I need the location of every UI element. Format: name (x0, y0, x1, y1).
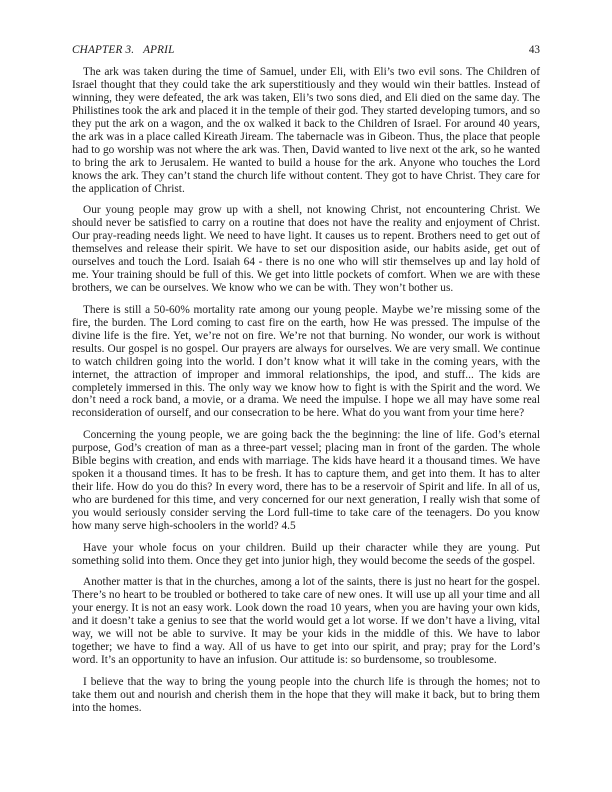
body-text (72, 66, 540, 723)
page-number: 43 (528, 44, 540, 56)
paragraph-6: Another matter is that in the churches, among a lot of the saints, there is just no heart for the gospel. There’s no heart to be troubled or bothered to take care of new ones. It will use up all your time and all your energy. It is not an easy work. Look down the road 10 years, when you are having your own kids, and it doesn’t take a genius to see that the world would get a lot worse. If we don’t have a living, vital way, we will not be able to survive. It may be your kids in the middle of this. We have to labor together; we have to find a way. All of us have to get into our spirit, and pray; pray for the Lord’s word. It’s an opportunity to have an infusion. Our attitude is: so burdensome, so troublesome. (72, 576, 540, 667)
paragraph-2: Our young people may grow up with a shell, not knowing Christ, not encountering Christ. We should never be satisfied to carry on a routine that does not have the reality and enjoyment of Christ. Our pray-reading needs light. We need to have light. It causes us to repent. Brothers need to get out of themselves and release their spirit. We have to set our disposition aside, our habits aside, get out of ourselves and touch the Lord. Isaiah 64 - there is no one who will stir themselves up and lay hold of me. Your training should be full of this. We get into little pockets of comfort. When we are with these brothers, we can be ourselves. We know who we can be with. They won’t bother us. (72, 204, 540, 295)
chapter-title: CHAPTER 3. APRIL (72, 44, 175, 56)
paragraph-4: Concerning the young people, we are going back the the beginning: the line of life. God’s eternal purpose, God’s creation of man as a three-part vessel; placing man in front of the garden. The whole Bible begins with creation, and ends with marriage. The kids have heard it a thousand times. We have spoken it a thousand times. It has to be fresh. It has to capture them, and get into them. It has to alter their life. How do you do this? In every word, there has to be a reservoir of Spirit and life. In all of us, who are burdened for this time, and very concerned for our next generation, I really wish that some of you would seriously consider serving the Lord full-time to take care of the teenagers. Do you know how many serve high-schoolers in the world? 4.5 (72, 429, 540, 532)
running-header (72, 44, 540, 58)
paragraph-5: Have your whole focus on your children. Build up their character while they are young. Put something solid into them. Once they get into junior high, they would become the seeds of the gospel. (72, 541, 540, 567)
paragraph-7: I believe that the way to bring the young people into the church life is through the homes; not to take them out and nourish and cherish them in the hope that they will make it back, but to bring them into the homes. (72, 675, 540, 714)
paragraph-3: There is still a 50-60% mortality rate among our young people. Maybe we’re missing some of the fire, the burden. The Lord coming to cast fire on the earth, how He was pressed. The impulse of the divine life is the fire. Yet, we’re not on fire. We’re not that burning. No wonder, our work is without results. Our gospel is no gospel. Our prayers are always for ourselves. We are very small. We continue to watch children going into the world. I don’t know what it will take in the coming years, with the internet, the attraction of improper and immoral relationships, the ipod, and stuff... The kids are completely immersed in this. The only way we know how to fight is with the Spirit and the word. We don’t need a rock band, a movie, or a drama. We need the impulse. I hope we all may have some real reconsideration of ourself, and our consecration to be here. What do you want from your time here? (72, 303, 540, 420)
paragraph-1: The ark was taken during the time of Samuel, under Eli, with Eli’s two evil sons. The Children of Israel thought that they could take the ark superstitiously and they would win their battles. Instead of winning, they were defeated, the ark was taken, Eli’s two sons died, and Eli died on the same day. The Philistines took the ark and placed it in the temple of their god. They started developing tumors, and so they put the ark on a wagon, and the ox walked it back to the Children of Israel. For around 40 years, the ark was in a place called Kireath Jiream. The tabernacle was in Gibeon. Thus, the place that people had to go worship was not where the ark was. Then, David wanted to live next ot the ark, so he wanted to bring the ark to Jerusalem. He wanted to build a house for the ark. Anyone who touches the Lord knows the ark. They can’t stand the church life without content. They got to have Christ. They care for the application of Christ. (72, 66, 540, 195)
